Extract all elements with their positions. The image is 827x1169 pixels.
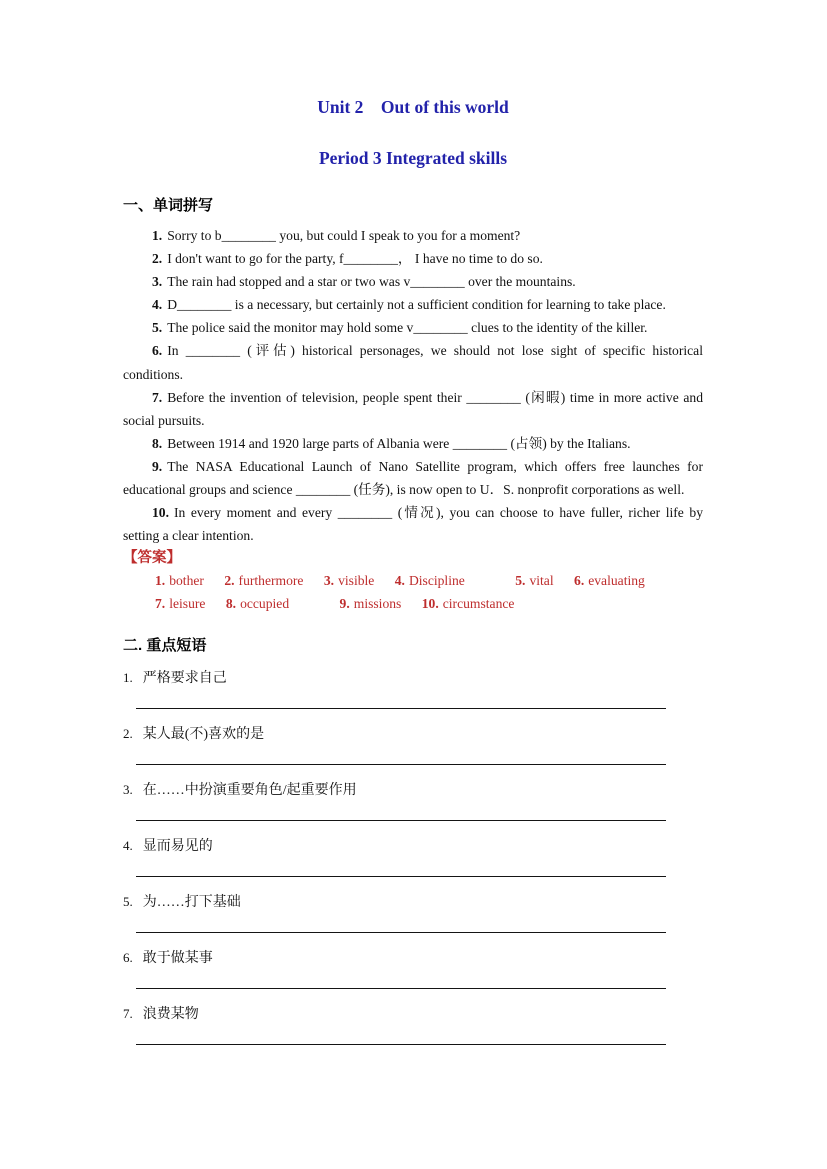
word-item-7 <box>123 386 703 432</box>
answer-entry-2: 2. furthermore <box>224 573 304 589</box>
answer-entry-5: 5. vital <box>515 573 554 589</box>
item-text: Between 1914 and 1920 large parts of Albania were ________ (占领) by the Italians. <box>167 435 631 451</box>
phrase-item-5 <box>123 892 703 933</box>
section-word-spelling-heading: 一、单词拼写 <box>123 197 214 214</box>
phrase-item-7 <box>123 1004 703 1045</box>
word-item-6 <box>123 339 703 385</box>
phrase-label: 4. 显而易见的 <box>123 837 213 854</box>
item-number: 4. <box>152 297 163 313</box>
item-number: 9. <box>152 458 163 474</box>
phrase-label: 6. 敢于做某事 <box>123 949 213 966</box>
word-item-9 <box>123 455 703 501</box>
answer-entry-4: 4. Discipline <box>394 573 465 589</box>
item-number: 6. <box>152 343 163 359</box>
period-subtitle: Period 3 Integrated skills <box>318 148 508 168</box>
word-item-10 <box>123 501 703 547</box>
item-number: 5. <box>152 320 163 336</box>
word-item-1 <box>123 224 703 247</box>
phrase-label: 1. 严格要求自己 <box>123 669 227 686</box>
phrase-item-1 <box>123 668 703 709</box>
word-item-5 <box>123 316 703 339</box>
item-text: The police said the monitor may hold some v________ clues to the identity of the killer. <box>167 320 648 336</box>
section-key-phrases-heading: 二. 重点短语 <box>123 636 207 654</box>
word-item-2 <box>123 247 703 270</box>
item-number: 1. <box>152 228 163 243</box>
word-item-4 <box>123 293 703 316</box>
answer-entry-10: 10. circumstance <box>421 596 515 612</box>
item-number: 10. <box>152 505 169 521</box>
item-text: The NASA Educational Launch of Nano Satellite program, which offers free launches for educational groups and science ________ (任务), is now open to U．S. nonprofit corporations as well. <box>123 458 703 498</box>
answers-row-1 <box>123 569 703 592</box>
item-number: 8. <box>152 435 163 451</box>
answers-heading: 【答案】 <box>123 550 181 567</box>
phrase-item-4 <box>123 836 703 877</box>
section-key-phrases <box>123 636 703 1045</box>
item-number: 7. <box>152 389 163 405</box>
word-item-8 <box>123 432 703 455</box>
item-text: Sorry to b________ you, but could I speak to you for a moment? <box>167 228 521 243</box>
phrase-label: 3. 在……中扮演重要角色/起重要作用 <box>123 781 357 798</box>
item-text: The rain had stopped and a star or two was v________ over the mountains. <box>167 274 576 290</box>
item-text: In every moment and every ________ (情况), you can choose to have fuller, richer life by setting a clear intention. <box>123 505 703 544</box>
phrase-label: 5. 为……打下基础 <box>123 893 241 910</box>
answer-entry-3: 3. visible <box>323 573 375 589</box>
answer-blank-line <box>136 876 666 877</box>
word-item-3 <box>123 270 703 293</box>
item-text: In ________ (评估) historical personages, we should not lose sight of specific historical conditions. <box>123 343 703 382</box>
phrase-item-2 <box>123 724 703 765</box>
answer-blank-line <box>136 988 666 989</box>
answer-blank-line <box>136 820 666 821</box>
phrase-label: 7. 浪费某物 <box>123 1005 199 1022</box>
answer-entry-9: 9. missions <box>339 596 402 612</box>
answer-blank-line <box>136 708 666 709</box>
phrase-item-6 <box>123 948 703 989</box>
answer-blank-line <box>136 764 666 765</box>
answer-entry-7: 7. leisure <box>155 596 206 612</box>
answer-entry-1: 1. bother <box>155 573 204 589</box>
item-number: 3. <box>152 274 163 290</box>
phrase-item-3 <box>123 780 703 821</box>
item-text: D________ is a necessary, but certainly not a sufficient condition for learning to take place. <box>167 297 666 313</box>
unit-title: Unit 2 Out of this world <box>317 97 509 117</box>
answer-blank-line <box>136 1044 666 1045</box>
item-text: Before the invention of television, people spent their ________ (闲暇) time in more active and social pursuits. <box>123 389 703 428</box>
answer-blank-line <box>136 932 666 933</box>
answer-entry-8: 8. occupied <box>225 596 290 612</box>
item-text: I don't want to go for the party, f________， I have no time to do so. <box>167 251 543 267</box>
answers-row-2 <box>123 592 703 615</box>
phrase-label: 2. 某人最(不)喜欢的是 <box>123 725 265 742</box>
item-number: 2. <box>152 251 163 267</box>
word-spelling-list <box>123 224 703 547</box>
answer-entry-6: 6. evaluating <box>574 573 645 589</box>
